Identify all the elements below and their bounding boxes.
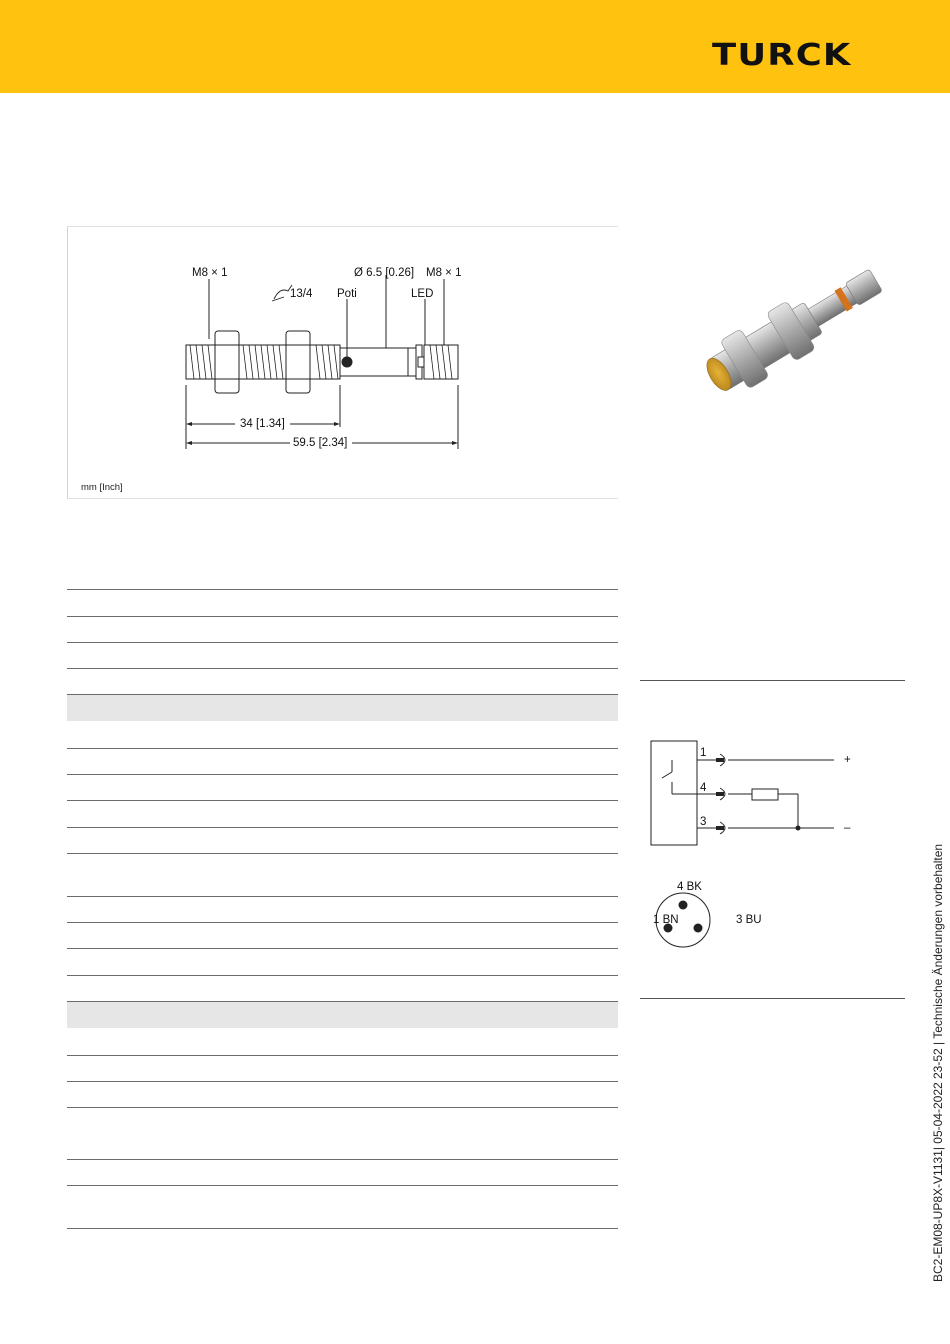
led-label: LED: [411, 288, 434, 300]
pin-3-label: 3: [700, 816, 707, 828]
product-photo: [660, 265, 900, 415]
turck-logo: TURCK: [712, 38, 852, 73]
table-row: [67, 774, 618, 800]
dimension-drawing: [67, 226, 618, 499]
minus-label: –: [844, 822, 851, 834]
document-id-sidebar: BC2-EM08-UP8X-V1131| 05-04-2022 23-52 | Technische Änderungen vorbehalten: [931, 843, 945, 1282]
poti-label: Poti: [337, 288, 357, 300]
table-row: [67, 1185, 618, 1228]
table-row: [67, 800, 618, 827]
divider: [640, 998, 905, 999]
table-row: [67, 975, 618, 1001]
pin-4-label: 4: [700, 782, 707, 794]
thread-left-label: M8 × 1: [192, 267, 228, 279]
table-section-row: [67, 1001, 618, 1028]
table-row: [67, 589, 618, 616]
table-row: [67, 668, 618, 694]
table-row: [67, 1028, 618, 1055]
table-row: [67, 616, 618, 642]
table-row: [67, 827, 618, 853]
table-row: [67, 1228, 618, 1229]
pin-top-label: 4 BK: [677, 881, 702, 893]
pin-left-label: 1 BN: [653, 914, 679, 926]
table-row: [67, 721, 618, 748]
header-band: [0, 0, 950, 93]
pin-right-label: 3 BU: [736, 914, 762, 926]
circuit-svg: [640, 680, 905, 1000]
table-row: [67, 948, 618, 975]
table-row: [67, 896, 618, 922]
dimension-59-label: 59.5 [2.34]: [293, 437, 348, 449]
table-row: [67, 642, 618, 668]
specification-table: [67, 589, 618, 1229]
sensor-outline-drawing: [68, 227, 619, 500]
wiring-diagram: [640, 680, 905, 1000]
table-row: [67, 922, 618, 948]
table-row: [67, 1055, 618, 1081]
diameter-label: Ø 6.5 [0.26]: [354, 267, 415, 279]
dimension-34-label: 34 [1.34]: [240, 418, 285, 430]
thread-right-label: M8 × 1: [426, 267, 462, 279]
table-section-row: [67, 694, 618, 721]
table-row: [67, 853, 618, 896]
table-row: [67, 1081, 618, 1107]
wrench-size-label: 13/4: [290, 288, 313, 300]
plus-label: +: [844, 754, 851, 766]
table-row: [67, 1107, 618, 1159]
pin-1-label: 1: [700, 747, 707, 759]
table-row: [67, 1159, 618, 1185]
unit-note: mm [Inch]: [81, 482, 123, 493]
table-row: [67, 748, 618, 774]
